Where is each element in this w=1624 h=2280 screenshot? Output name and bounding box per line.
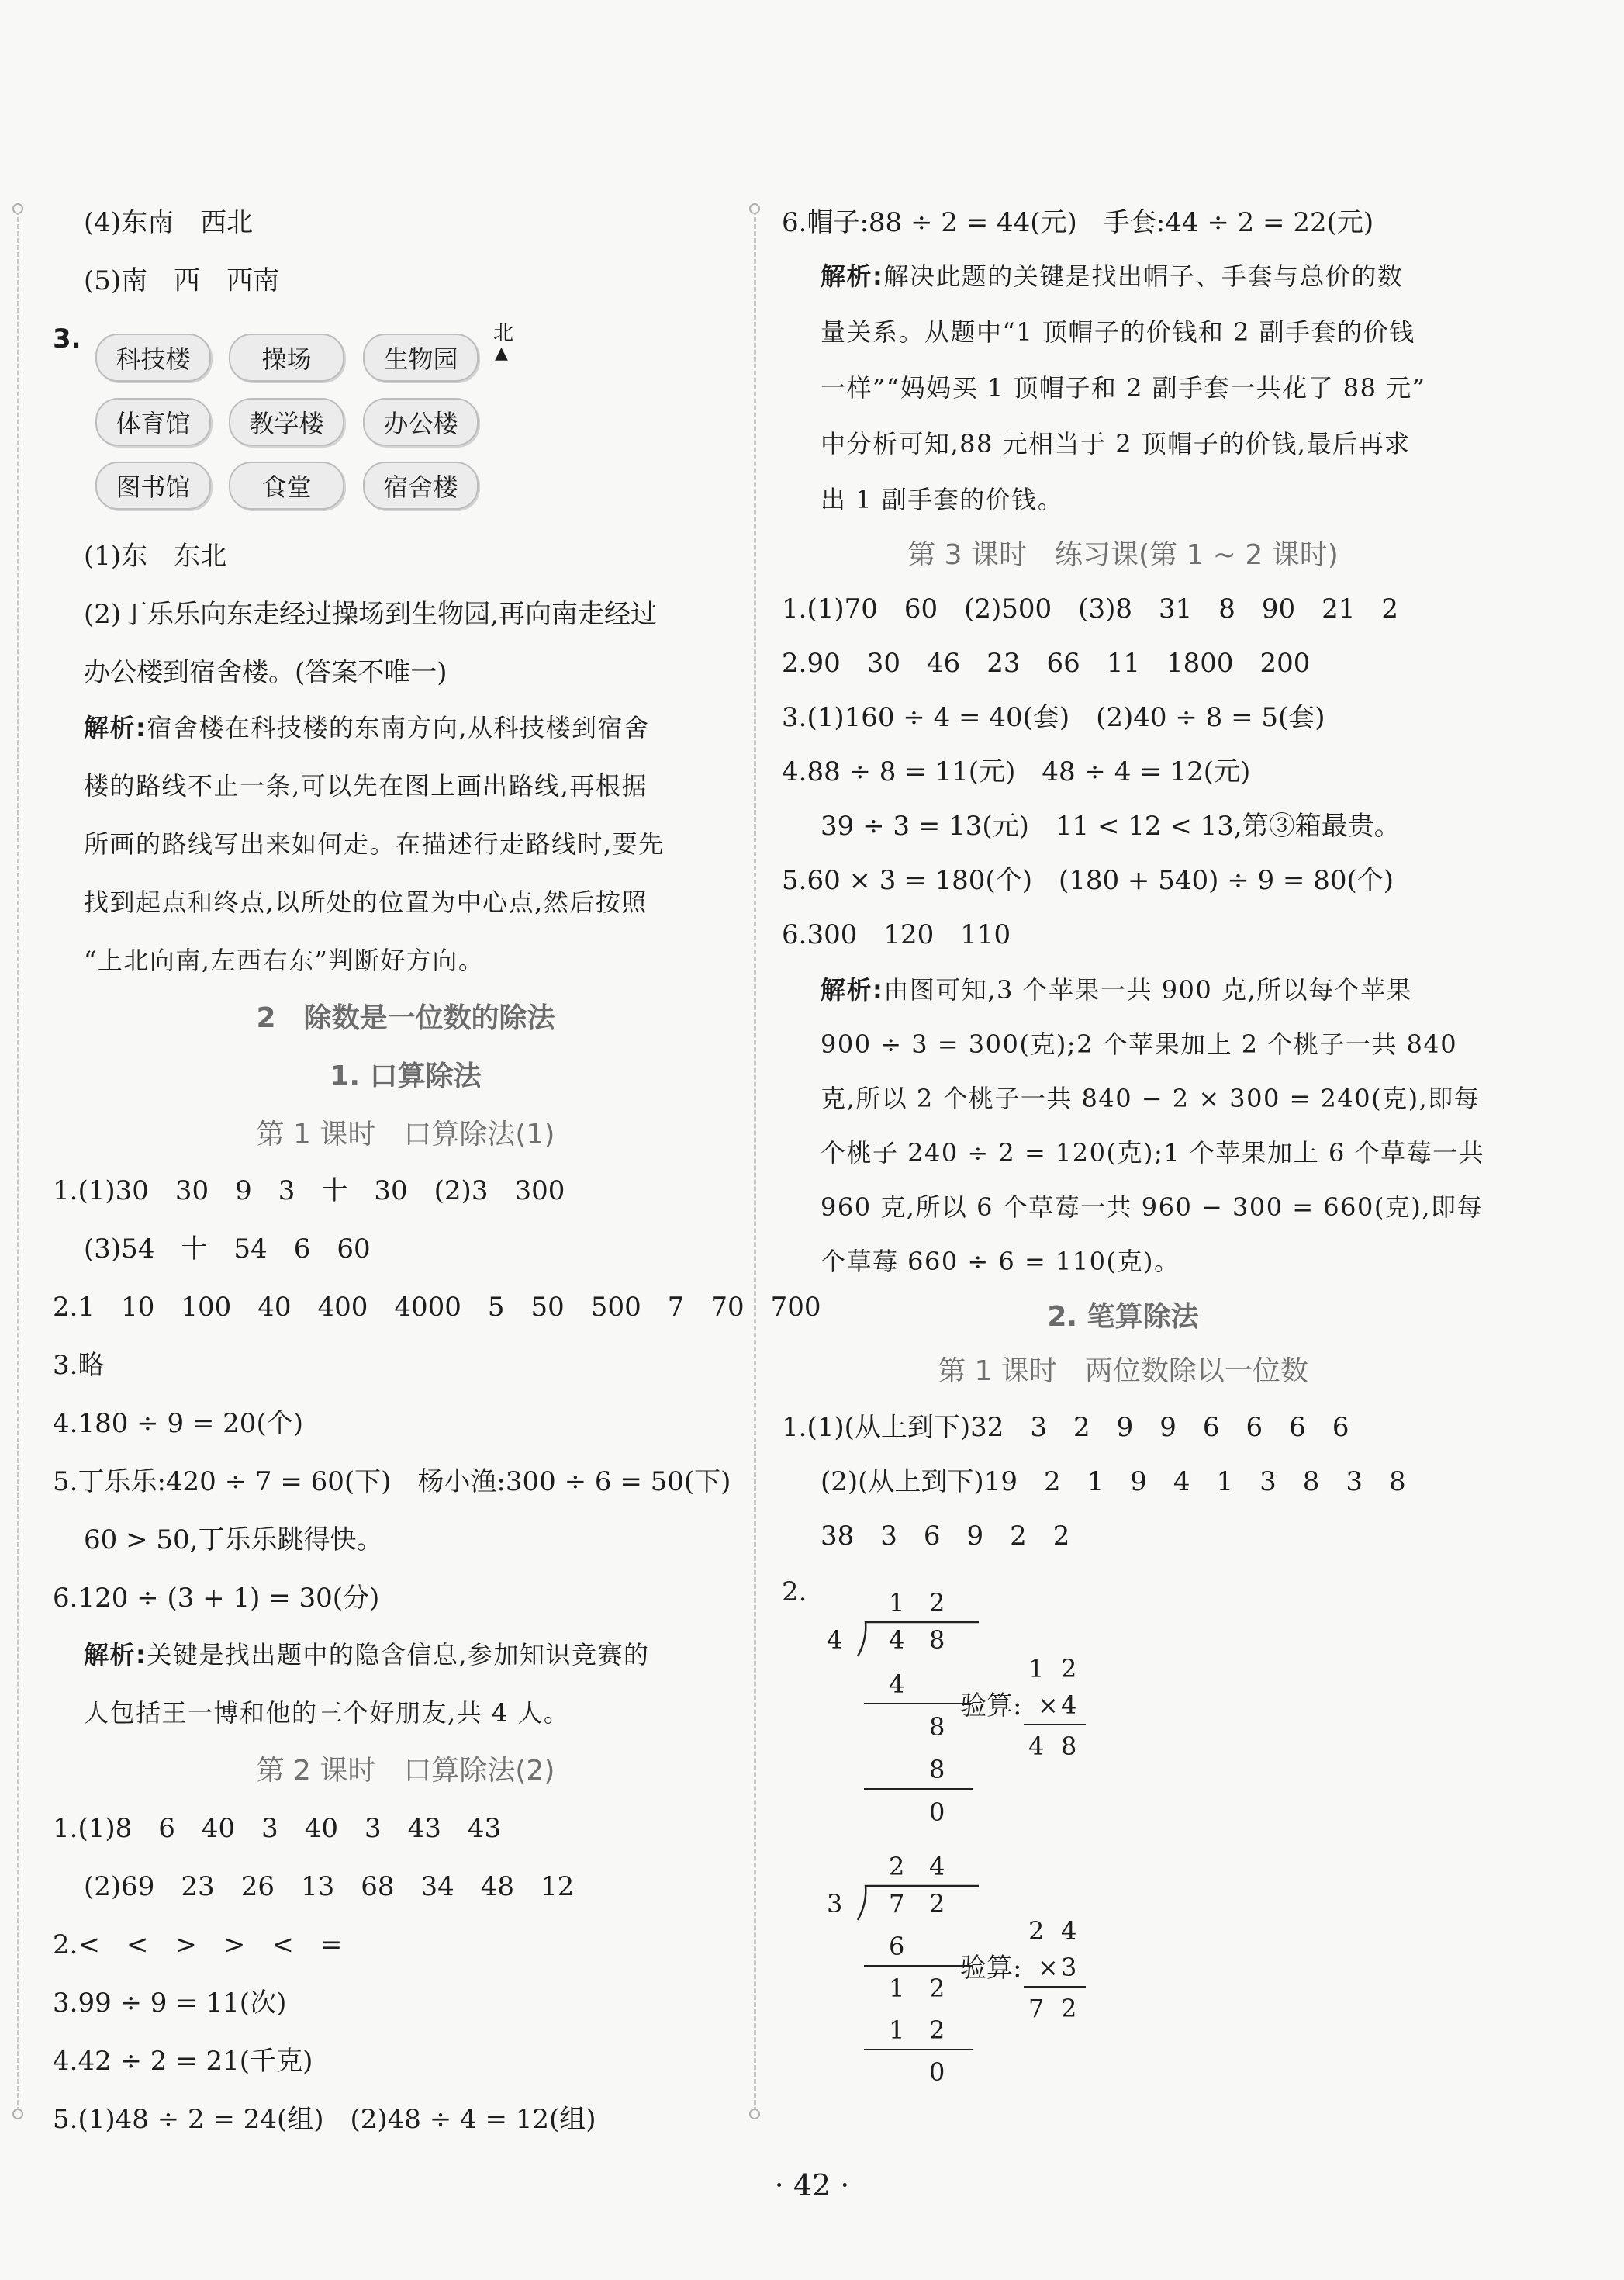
map-building-gym: 体育馆 [95,398,211,446]
div2-dividend-ones: 2 [929,1889,945,1918]
l3-answer-3: 3.(1)160 ÷ 4 = 40(套) (2)40 ÷ 8 = 5(套) [782,702,1325,733]
div1-line2 [864,1788,973,1790]
l1-answer-5b: 60 > 50,丁乐乐跳得快。 [84,1524,383,1555]
north-label: 北 [493,322,514,345]
div1-line1 [864,1703,973,1704]
analysis-1-line5: “上北向南,左西右东”判断好方向。 [84,946,485,975]
map-building-canteen: 食堂 [229,462,344,510]
div2-line1 [864,1965,973,1967]
div1-step2: 8 [929,1755,945,1784]
analysis-1-line3: 所画的路线写出来如何走。在描述行走路线时,要先 [84,829,665,859]
analysis-4-line2: 900 ÷ 3 = 300(克);2 个苹果加上 2 个桃子一共 840 [821,1029,1458,1059]
answer-5-direction: (5)南 西 西南 [84,265,280,296]
section-2-title: 2. 笔算除法 [1047,1301,1199,1333]
unit-title: 2 除数是一位数的除法 [256,1002,555,1034]
l2-answer-1b: (2)69 23 26 13 68 34 48 12 [84,1871,575,1902]
div2-rem1-tens: 1 [889,1974,905,2003]
div1-rem1: 8 [929,1712,945,1742]
l4-answer-1a: 1.(1)(从上到下)32 3 2 9 9 6 6 6 6 [782,1412,1349,1443]
l1-answer-6: 6.120 ÷ (3 + 1) = 30(分) [53,1583,380,1614]
l4-answer-1b: (2)(从上到下)19 2 1 9 4 1 3 8 3 8 [821,1466,1406,1497]
analysis-label: 解析: [821,261,884,291]
l2-answer-5: 5.(1)48 ÷ 2 = 24(组) (2)48 ÷ 4 = 12(组) [53,2104,596,2135]
div1-check-label: 验算: [960,1690,1022,1721]
l3-answer-6: 6.300 120 110 [782,919,1011,950]
div1-check-top-tens: 1 [1028,1654,1045,1683]
div1-check-res-tens: 4 [1028,1732,1045,1761]
map-building-teaching: 教学楼 [229,398,344,446]
answer-3-2-line2: 办公楼到宿舍楼。(答案不唯一) [84,657,447,688]
analysis-label: 解析: [84,1640,147,1669]
lesson-1-title: 第 1 课时 口算除法(1) [256,1119,555,1150]
div2-rem1-ones: 2 [929,1974,945,2003]
div2-dividend-tens: 7 [889,1889,905,1918]
div2-check-top-tens: 2 [1028,1916,1045,1946]
map-building-office: 办公楼 [363,398,479,446]
div1-check-line [1024,1724,1086,1725]
lesson-3-title: 第 3 课时 练习课(第 1 ~ 2 课时) [907,539,1339,571]
div2-rem2: 0 [929,2057,945,2087]
div2-divisor: 3 [827,1889,843,1918]
section-title: 1. 口算除法 [330,1060,482,1092]
north-arrow-icon: ▲ [495,344,508,363]
analysis-2-line2: 人包括王一博和他的三个好朋友,共 4 人。 [84,1698,570,1728]
l2-answer-3: 3.99 ÷ 9 = 11(次) [53,1988,287,2019]
div2-step2-tens: 1 [889,2015,905,2045]
div2-check-line [1024,1986,1086,1988]
lesson-4-title: 第 1 课时 两位数除以一位数 [938,1355,1308,1387]
analysis-3-line4: 中分析可知,88 元相当于 2 顶帽子的价钱,最后再求 [821,429,1411,458]
div2-check-top-ones: 4 [1061,1916,1077,1946]
l3-answer-2: 2.90 30 46 23 66 11 1800 200 [782,648,1311,679]
answer-3-2-line1: (2)丁乐乐向东走经过操场到生物园,再向南走经过 [84,599,657,630]
analysis-4-line3: 克,所以 2 个桃子一共 840 − 2 × 300 = 240(克),即每 [821,1084,1481,1113]
page-number: · 42 · [774,2168,850,2202]
analysis-4-line1: 解析:由图可知,3 个苹果一共 900 克,所以每个苹果 [821,975,1413,1005]
analysis-label: 解析: [84,713,147,742]
l3-answer-5: 5.60 × 3 = 180(个) (180 + 540) ÷ 9 = 80(个) [782,865,1394,896]
l2-answer-2: 2.< < > > < = [53,1929,343,1960]
div2-step2-ones: 2 [929,2015,945,2045]
div1-check-res-ones: 8 [1061,1732,1077,1761]
l1-answer-1b: (3)54 十 54 6 60 [84,1233,371,1265]
answer-4-direction: (4)东南 西北 [84,207,254,238]
l4-answer-1c: 38 3 6 9 2 2 [821,1521,1070,1552]
div2-line2 [864,2049,973,2050]
div2-bracket [856,1883,980,1922]
div2-check-res-ones: 2 [1061,1994,1077,2023]
left-binding-dot-top [12,203,23,214]
div1-check-mul: 4 [1061,1690,1077,1720]
left-binding-line [17,203,19,2112]
div1-times: × [1038,1690,1059,1720]
map-building-biology-garden: 生物园 [363,334,479,382]
analysis-1-line1: 解析:宿舍楼在科技楼的东南方向,从科技楼到宿舍 [84,713,650,742]
left-binding-dot-bottom [12,2109,23,2119]
l3-answer-1: 1.(1)70 60 (2)500 (3)8 31 8 90 21 2 [782,593,1399,624]
div1-rem2: 0 [929,1797,945,1827]
l3-answer-4b: 39 ÷ 3 = 13(元) 11 < 12 < 13,第③箱最贵。 [821,811,1401,842]
l1-answer-3: 3.略 [53,1350,105,1381]
l3-answer-4a: 4.88 ÷ 8 = 11(元) 48 ÷ 4 = 12(元) [782,756,1251,787]
div2-check-mul: 3 [1061,1953,1077,1982]
div2-check-label: 验算: [960,1953,1022,1984]
div2-check-res-tens: 7 [1028,1994,1045,2023]
analysis-4-line6: 个草莓 660 ÷ 6 = 110(克)。 [821,1247,1180,1276]
analysis-4-line4: 个桃子 240 ÷ 2 = 120(克);1 个苹果加上 6 个草莓一共 [821,1138,1484,1168]
l1-answer-2: 2.1 10 100 40 400 4000 5 50 500 7 70 700 [53,1292,821,1323]
analysis-2-line1: 解析:关键是找出题中的隐含信息,参加知识竞赛的 [84,1640,650,1669]
answer-3-1: (1)东 东北 [84,541,227,572]
div2-quotient-tens: 2 [889,1852,905,1881]
div2-quotient-ones: 4 [929,1852,945,1881]
analysis-3-line5: 出 1 副手套的价钱。 [821,485,1064,514]
map-building-dormitory: 宿舍楼 [363,462,479,510]
l1-answer-4: 4.180 ÷ 9 = 20(个) [53,1408,303,1439]
analysis-3-line2: 量关系。从题中“1 顶帽子的价钱和 2 副手套的价钱 [821,317,1415,347]
l1-answer-5a: 5.丁乐乐:420 ÷ 7 = 60(下) 杨小渔:300 ÷ 6 = 50(下) [53,1466,731,1497]
div1-quotient-ones: 2 [929,1588,945,1617]
analysis-1-line2: 楼的路线不止一条,可以先在图上画出路线,再根据 [84,771,648,801]
div1-divisor: 4 [827,1625,843,1655]
analysis-3-line3: 一样”“妈妈买 1 顶帽子和 2 副手套一共花了 88 元” [821,373,1426,403]
answer-6-hat-gloves: 6.帽子:88 ÷ 2 = 44(元) 手套:44 ÷ 2 = 22(元) [782,207,1374,238]
lesson-2-title: 第 2 课时 口算除法(2) [256,1755,555,1787]
div1-check-top-ones: 2 [1061,1654,1077,1683]
map-building-science: 科技楼 [95,334,211,382]
map-building-library: 图书馆 [95,462,211,510]
div2-step1: 6 [889,1932,905,1961]
div2-times: × [1038,1953,1059,1982]
analysis-label: 解析: [821,975,884,1005]
analysis-1-line4: 找到起点和终点,以所处的位置为中心点,然后按照 [84,887,648,917]
l2-answer-4: 4.42 ÷ 2 = 21(千克) [53,2046,313,2077]
center-divider-line [754,203,756,2112]
map-building-playground: 操场 [229,334,344,382]
l4-answer-2: 2. [782,1576,807,1607]
center-divider-dot-bottom [749,2109,760,2119]
analysis-4-line5: 960 克,所以 6 个草莓一共 960 − 300 = 660(克),即每 [821,1192,1483,1222]
l2-answer-1a: 1.(1)8 6 40 3 40 3 43 43 [53,1813,502,1844]
div1-step1: 4 [889,1669,905,1699]
l1-answer-1a: 1.(1)30 30 9 3 十 30 (2)3 300 [53,1175,565,1206]
question-3-number: 3. [53,323,81,355]
div1-quotient-tens: 1 [889,1588,905,1617]
analysis-3-line1: 解析:解决此题的关键是找出帽子、手套与总价的数 [821,261,1404,291]
div1-bracket [856,1619,980,1658]
div1-dividend-ones: 8 [929,1625,945,1655]
center-divider-dot-top [749,203,760,214]
div1-dividend-tens: 4 [889,1625,905,1655]
